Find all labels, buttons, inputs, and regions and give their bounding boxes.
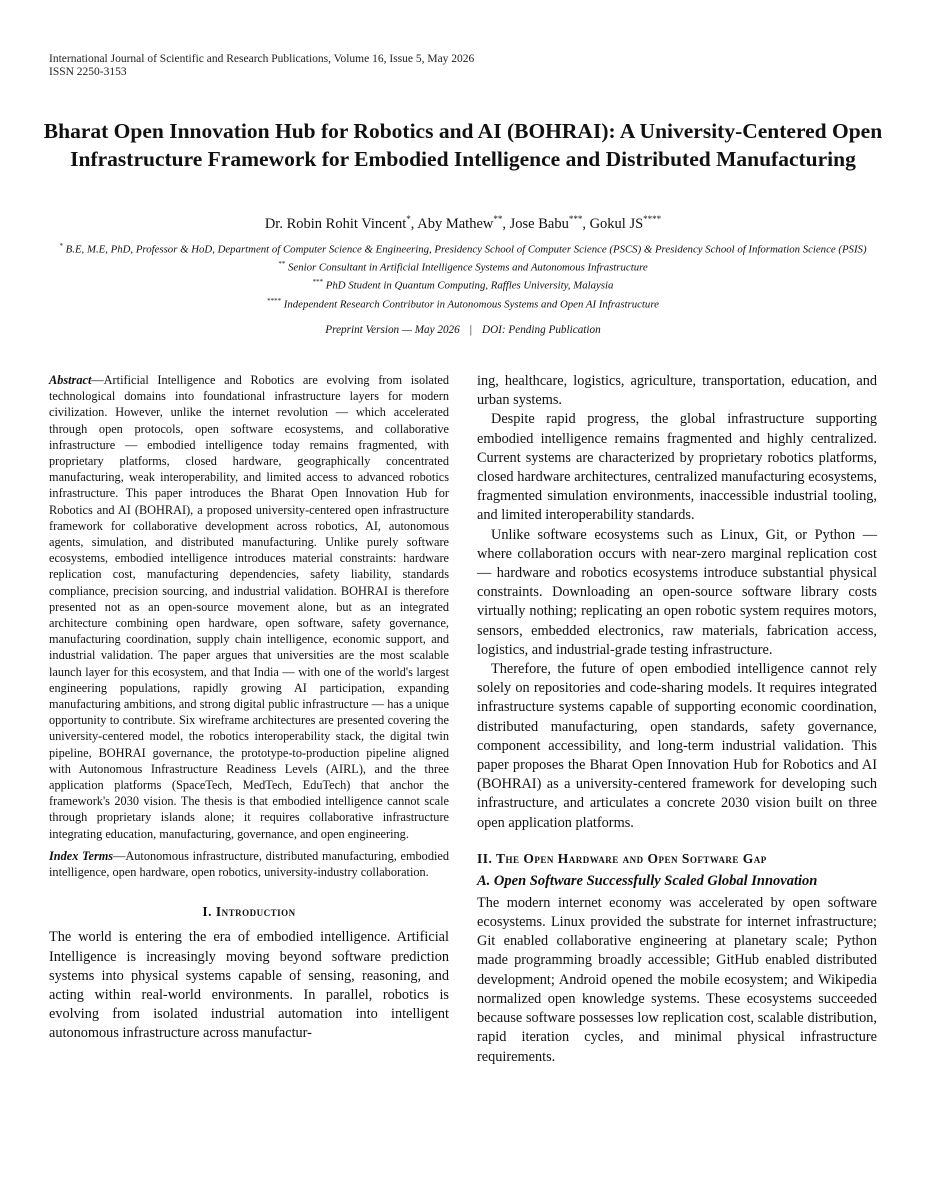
affiliation-item	[50, 257, 876, 275]
section-heading-introduction: I. Introduction	[202, 904, 296, 920]
affiliation-mark: **	[278, 260, 286, 269]
affiliation-list	[50, 239, 876, 312]
journal-line: International Journal of Scientific and Research Publications, Volume 16, Issue 5, May 2026	[49, 53, 475, 65]
author-mark: *	[406, 214, 411, 224]
index-terms-label: Index Terms	[49, 848, 114, 863]
index-terms	[49, 848, 449, 880]
abstract-label: Abstract	[49, 373, 92, 387]
preprint-line	[40, 324, 886, 336]
affiliation-mark: ****	[267, 296, 282, 305]
affiliation-mark: ***	[312, 278, 324, 287]
author-list: Dr. Robin Rohit Vincent*, Aby Mathew**, Jose Babu***, Gokul JS****	[264, 214, 662, 232]
intro-paragraph: Despite rapid progress, the global infrastructure supporting embodied intelligence remains fragmented and highly centralized. Current systems are characterized by proprietary robotics platforms, closed hardware architectures, centralized manufacturing ecosystems, fragmented simulation environments, inaccessible industrial tooling, and limited interoperability standards.	[477, 411, 877, 524]
intro-paragraph: Unlike software ecosystems such as Linux, Git, or Python — where collaboration occurs with near-zero marginal replication cost — hardware and robotics ecosystems introduce substantial physical constraints. Downloading an open-source software library costs virtually nothing; replicating an open robotic system requires motors, sensors, embedded electronics, raw materials, fabrication access, logistics, and industrial-grade testing infrastructure.	[477, 526, 877, 658]
author-name: Gokul JS	[589, 215, 644, 232]
author-name: Dr. Robin Rohit Vincent	[264, 215, 407, 232]
preprint-separator: |	[469, 324, 472, 336]
abstract-text: —Artificial Intelligence and Robotics are evolving from isolated technological domains into foundational infrastructure layers for modern civilization. However, unlike the internet revolution — which accelerated through open protocols, open software ecosystems, and collaborative infrastructure — embodied intelligence today remains fragmented, with proprietary platforms, closed hardware, geographically concentrated manufacturing, weak interoperability, and limited access to advanced robotics infrastructure. This paper introduces the Bharat Open Innovation Hub for Robotics and AI (BOHRAI), a proposed university-centered open infrastructure framework for collaborative development across robotics, AI, autonomous agents, simulation, and distributed manufacturing. Unlike purely software ecosystems, embodied intelligence introduces material constraints: hardware replication cost, manufacturing dependencies, safety liability, standards compliance, precision sourcing, and industrial validation. BOHRAI is therefore presented not as an open-source movement alone, but as an integrated architecture combining open hardware, open software, safety governance, manufacturing coordination, supply chain intelligence, economic support, and industrial validation. The paper argues that universities are the most scalable launch layer for this ecosystem, and that India — with one of the world's largest engineering populations, rapidly growing AI participation, expanding manufacturing ambitions, and strong digital public infrastructure — has a unique opportunity to contribute. Six wireframe architectures are presented covering the university-centered model, the robotics interoperability stack, the digital twin pipeline, BOHRAI governance, the prototype-to-production pipeline aligned with Autonomous Infrastructure Readiness Levels (AIRL), and the three application platforms (SpaceTech, MedTech, EduTech) that anchor the framework's 2030 vision. The thesis is that embodied intelligence cannot scale through proprietary islands alone; it requires collaborative infrastructure integrating education, manufacturing, governance, and open engineering.	[49, 373, 449, 841]
section-heading-gap: II. The Open Hardware and Open Software Gap	[477, 850, 767, 866]
author-mark: **	[493, 214, 503, 224]
affiliation-item	[50, 275, 876, 293]
affiliation-text: PhD Student in Quantum Computing, Raffles University, Malaysia	[325, 279, 614, 292]
author-mark: ****	[643, 214, 662, 224]
right-column	[477, 372, 877, 1067]
running-header	[49, 53, 474, 79]
abstract	[49, 372, 449, 842]
author-name: Jose Babu	[509, 215, 569, 232]
intro-paragraph: The world is entering the era of embodied intelligence. Artificial Intelligence is increasingly moving beyond software prediction systems into physical systems capable of sensing, reasoning, and acting within real-world environments. In parallel, robotics is evolving from isolated industrial automation into intelligent autonomous infrastructure across manufactur-	[49, 929, 449, 1042]
author-name: Aby Mathew	[417, 215, 494, 232]
index-terms-text: —Autonomous infrastructure, distributed manufacturing, embodied intelligence, open hardware, open robotics, university-industry collaboration.	[49, 848, 450, 880]
affiliation-item	[50, 239, 876, 257]
paper-title: Bharat Open Innovation Hub for Robotics and AI (BOHRAI): A University-Centered Open Infrastructure Framework for Embodied Intelligence and Distributed Manufacturing	[43, 119, 883, 171]
intro-paragraph-continued: ing, healthcare, logistics, agriculture, transportation, education, and urban systems.	[477, 373, 877, 409]
intro-paragraph: Therefore, the future of open embodied intelligence cannot rely solely on repositories and code-sharing models. It requires integrated infrastructure systems capable of supporting economic coordination, distributed manufacturing, open standards, safety governance, component accessibility, and long-term industrial validation. This paper proposes the Bharat Open Innovation Hub for Robotics and AI (BOHRAI) as a university-centered framework for developing such infrastructure, and articulates a concrete 2030 vision built on three open application platforms.	[477, 661, 877, 831]
left-column	[49, 372, 449, 1044]
subsection-heading: A. Open Software Successfully Scaled Global Innovation	[477, 872, 818, 889]
affiliation-mark: *	[59, 242, 63, 250]
issn-line: ISSN 2250-3153	[49, 66, 127, 78]
doi-text: DOI: Pending Publication	[482, 324, 601, 336]
section-paragraph: The modern internet economy was accelerated by open software ecosystems. Linux provided the substrate for internet infrastructure; Git enabled collaborative engineering at planetary scale; Python made programming broadly accessible; GitHub enabled distributed development; Android opened the mobile ecosystem; and Wikipedia normalized open knowledge systems. These ecosystems succeeded because software possesses low replication cost, scalable distribution, rapid iteration cycles, and minimal physical infrastructure requirements.	[477, 894, 877, 1065]
author-mark: ***	[568, 214, 583, 224]
preprint-version: Preprint Version — May 2026	[325, 324, 460, 336]
affiliation-text: B.E, M.E, PhD, Professor & HoD, Department of Computer Science & Engineering, Presidency School of Computer Science (PSCS) & Presidency School of Information Science (PSIS)	[65, 243, 867, 256]
affiliation-text: Independent Research Contributor in Autonomous Systems and Open AI Infrastructure	[283, 298, 659, 311]
affiliation-text: Senior Consultant in Artificial Intelligence Systems and Autonomous Infrastructure	[288, 261, 648, 274]
affiliation-item	[50, 294, 876, 312]
